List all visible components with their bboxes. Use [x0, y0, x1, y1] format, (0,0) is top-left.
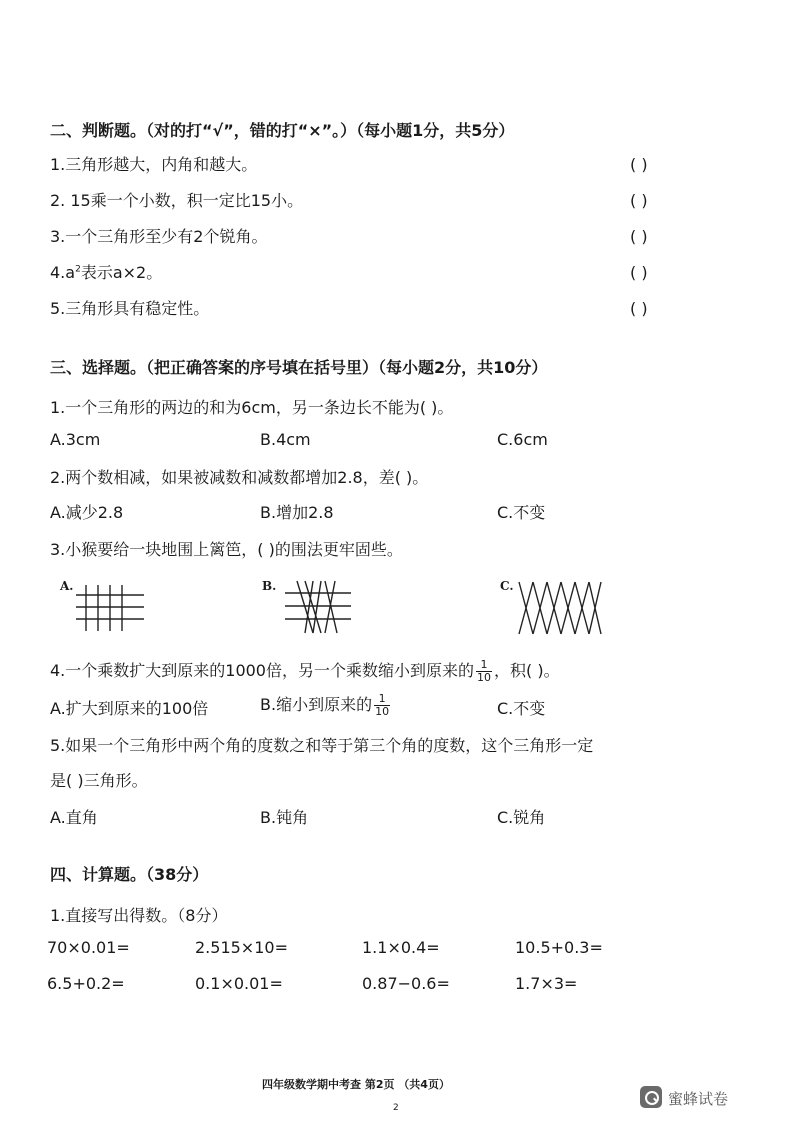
fence-b-lines — [285, 581, 351, 633]
watermark-brand: 蜜蜂试卷 — [668, 1090, 729, 1108]
choice-q4-option-a[interactable]: A.扩大到原来的100倍 — [50, 699, 209, 718]
choice-q3: 3.小猴要给一块地围上篱笆，( )的围法更牢固些。 — [50, 540, 403, 559]
calc-r2-c2[interactable]: 0.1×0.01= — [195, 974, 283, 993]
judge-item-3: 3.一个三角形至少有2个锐角。 — [50, 227, 268, 246]
judge-blank-4[interactable]: ( ) — [630, 263, 648, 282]
choice-q4-option-c[interactable]: C.不变 — [497, 699, 546, 718]
choice-q1: 1.一个三角形的两边的和为6cm，另一条边长不能为( )。 — [50, 398, 454, 417]
choice-q5-option-b[interactable]: B.钝角 — [260, 808, 309, 827]
section3-title: 三、选择题。（把正确答案的序号填在括号里）（每小题2分，共10分） — [50, 358, 548, 377]
choice-q1-option-a[interactable]: A.3cm — [50, 430, 101, 449]
section4-sub1: 1.直接写出得数。（8分） — [50, 906, 228, 925]
choice-q5-line1: 5.如果一个三角形中两个角的度数之和等于第三个角的度数，这个三角形一定 — [50, 736, 594, 755]
calc-r2-c3[interactable]: 0.87−0.6= — [362, 974, 450, 993]
choice-q2-option-b[interactable]: B.增加2.8 — [260, 503, 334, 522]
judge-blank-5[interactable]: ( ) — [630, 299, 648, 318]
judge-item-4-before: 4.a — [50, 263, 76, 282]
choice-q2-option-c[interactable]: C.不变 — [497, 503, 546, 522]
choice-q4-frac-den: 10 — [477, 671, 491, 684]
calc-r2-c1[interactable]: 6.5+0.2= — [47, 974, 125, 993]
fence-c-cross-figure[interactable] — [515, 580, 603, 636]
judge-item-1: 1.三角形越大，内角和越大。 — [50, 155, 258, 174]
judge-blank-1[interactable]: ( ) — [630, 155, 648, 174]
choice-q4-option-b-fraction — [374, 693, 390, 718]
calc-r1-c3[interactable]: 1.1×0.4= — [362, 938, 440, 957]
judge-blank-3[interactable]: ( ) — [630, 227, 648, 246]
fence-a-grid-figure[interactable] — [76, 583, 146, 633]
judge-item-2: 2. 15乘一个小数，积一定比15小。 — [50, 191, 304, 210]
judge-item-4-sup: 2 — [75, 264, 81, 275]
page-number: 2 — [393, 1103, 399, 1113]
calc-r2-c4[interactable]: 1.7×3= — [515, 974, 578, 993]
choice-q4-option-b-text: B.缩小到原来的 — [260, 695, 373, 714]
choice-q4-after: ，积( )。 — [494, 661, 560, 680]
section4-title: 四、计算题。（38分） — [50, 865, 209, 884]
fence-b-mixed-figure[interactable] — [285, 579, 355, 635]
judge-blank-2[interactable]: ( ) — [630, 191, 648, 210]
choice-q2: 2.两个数相减，如果被减数和减数都增加2.8，差( )。 — [50, 468, 429, 487]
bee-logo-icon — [640, 1086, 662, 1108]
fence-a-lines — [76, 585, 144, 631]
section2-title: 二、判断题。（对的打“√”，错的打“×”。）（每小题1分，共5分） — [50, 121, 515, 140]
choice-q2-option-a[interactable]: A.减少2.8 — [50, 503, 124, 522]
judge-item-4-after: 表示a×2。 — [80, 263, 163, 282]
calc-r1-c1[interactable]: 70×0.01= — [47, 938, 130, 957]
choice-q1-option-c[interactable]: C.6cm — [497, 430, 548, 449]
calc-r1-c4[interactable]: 10.5+0.3= — [515, 938, 603, 957]
fence-b-label[interactable]: B. — [262, 579, 277, 593]
calc-r1-c2[interactable]: 2.515×10= — [195, 938, 288, 957]
judge-item-5: 5.三角形具有稳定性。 — [50, 299, 210, 318]
fence-a-label[interactable]: A. — [60, 579, 74, 593]
choice-q4-frac-num: 1 — [480, 658, 488, 671]
choice-q4-option-b[interactable] — [260, 692, 392, 718]
fence-c-label[interactable]: C. — [500, 579, 514, 593]
choice-q5-option-a[interactable]: A.直角 — [50, 808, 98, 827]
choice-q5-option-c[interactable]: C.锐角 — [497, 808, 546, 827]
choice-q4-before: 4.一个乘数扩大到原来的1000倍，另一个乘数缩小到原来的 — [50, 661, 474, 680]
choice-q4-option-b-den: 10 — [375, 705, 390, 718]
choice-q4-fraction — [476, 659, 492, 684]
choice-q4-option-b-num: 1 — [378, 692, 386, 705]
choice-q1-option-b[interactable]: B.4cm — [260, 430, 311, 449]
judge-item-4 — [50, 260, 162, 283]
choice-q4 — [50, 658, 560, 684]
choice-q5-line2: 是( )三角形。 — [50, 771, 148, 790]
fence-c-lines — [519, 582, 601, 634]
page-footer: 四年级数学期中考查 第2页 （共4页） — [262, 1078, 450, 1091]
